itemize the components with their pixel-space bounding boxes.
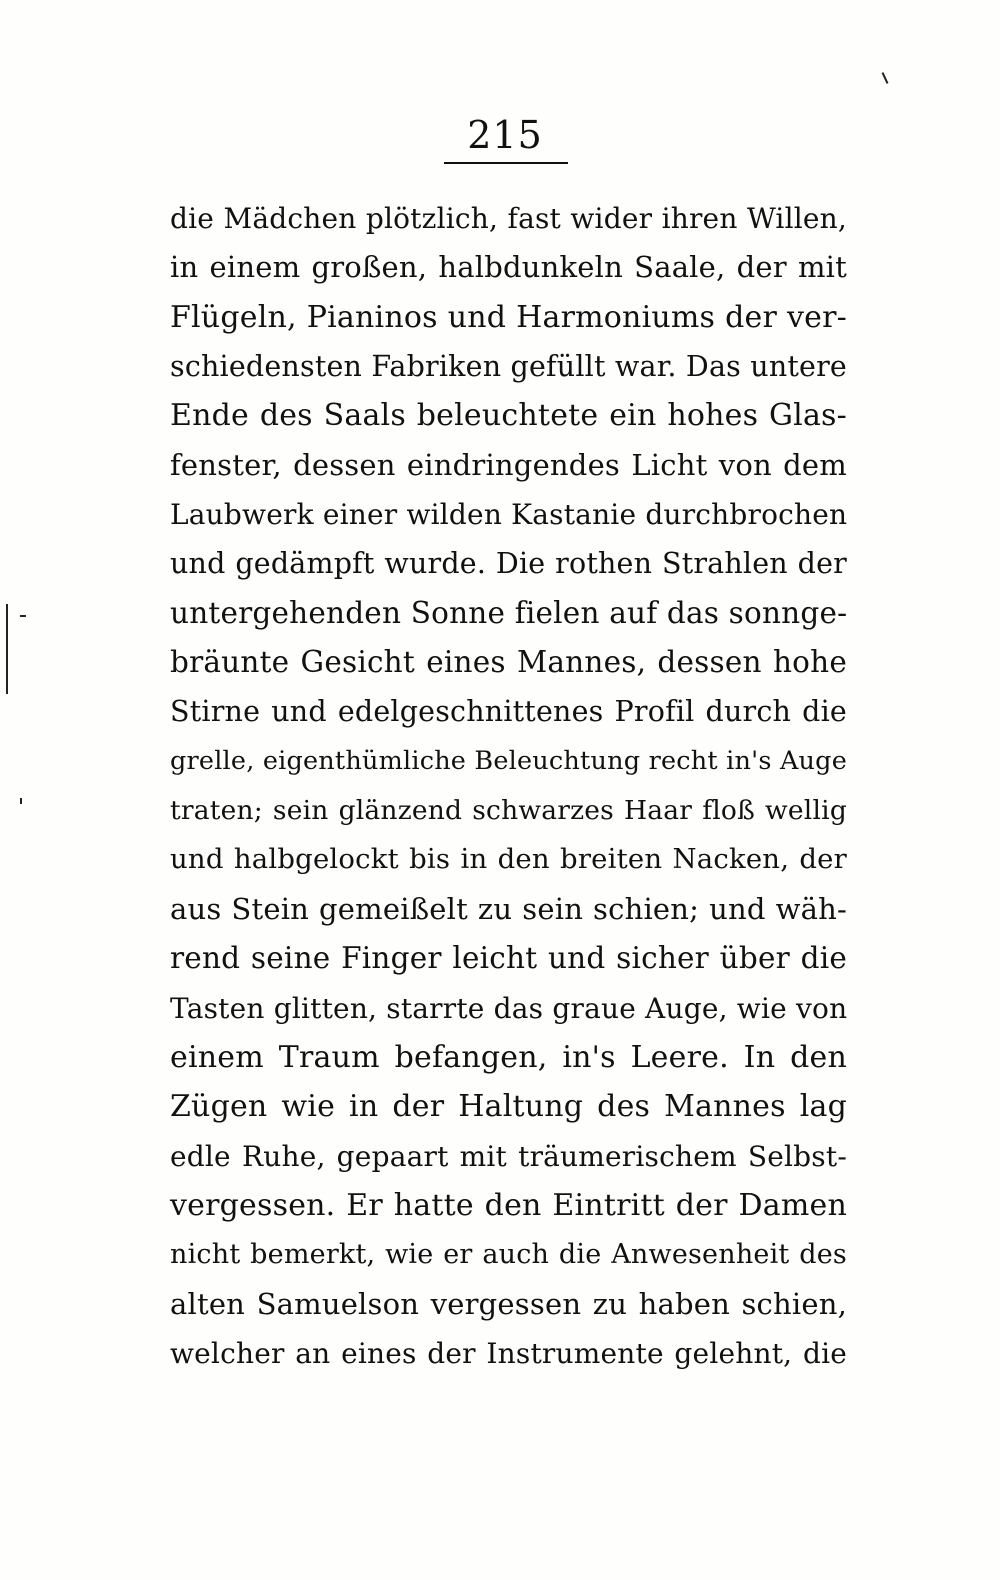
text-line: einem Traum befangen, in's Leere. In den [170,1039,847,1075]
text-line: in einem großen, halbdunkeln Saale, der mit [170,250,847,285]
text-line: Tasten glitten, starrte das graue Auge, wie von [170,991,848,1025]
text-line: welcher an eines der Instrumente gelehnt, die [170,1336,847,1370]
body-text [170,194,847,1378]
text-line: rend seine Finger leicht und sicher über die [170,941,847,976]
text-line: und gedämpft wurde. Die rothen Strahlen der [170,547,847,581]
text-line: fenster, dessen eindringendes Licht von dem [170,447,847,482]
text-line: untergehenden Sonne fielen auf das sonnge- [170,595,848,630]
text-line: Laubwerk einer wilden Kastanie durchbrochen [170,498,848,532]
text-line: Flügeln, Pianinos und Harmoniums der ver- [170,299,847,335]
scan-speck [882,72,889,84]
text-line: Stirne und edelgeschnittenes Profil durch die [170,695,847,729]
text-line: aus Stein gemeißelt zu sein schien; und wäh- [170,891,847,926]
text-line: alten Samuelson vergessen zu haben schien, [170,1286,847,1321]
text-line: Zügen wie in der Haltung des Mannes lag [170,1089,847,1125]
header-rule [444,162,568,164]
text-line: Ende des Saals beleuchtete ein hohes Glas- [170,398,847,434]
scan-speck [20,615,26,617]
text-line: grelle, eigenthümliche Beleuchtung recht in's Auge [170,745,847,776]
text-line: bräunte Gesicht eines Mannes, dessen hohe [170,645,847,680]
text-line: schiedensten Fabriken gefüllt war. Das untere [170,350,847,384]
text-line: traten; sein glänzend schwarzes Haar floß wellig [170,795,847,827]
text-line: und halbgelockt bis in den breiten Nacken, der [170,843,847,876]
scan-speck [20,798,22,804]
text-line: edle Ruhe, gepaart mit träumerischem Selbst- [170,1139,847,1173]
text-line: nicht bemerkt, wie er auch die Anwesenheit des [170,1239,847,1271]
text-line: vergessen. Er hatte den Eintritt der Damen [170,1187,847,1223]
page-number: 215 [467,113,543,157]
text-line: die Mädchen plötzlich, fast wider ihren Willen, [170,202,847,235]
scan-edge-mark [6,604,8,694]
